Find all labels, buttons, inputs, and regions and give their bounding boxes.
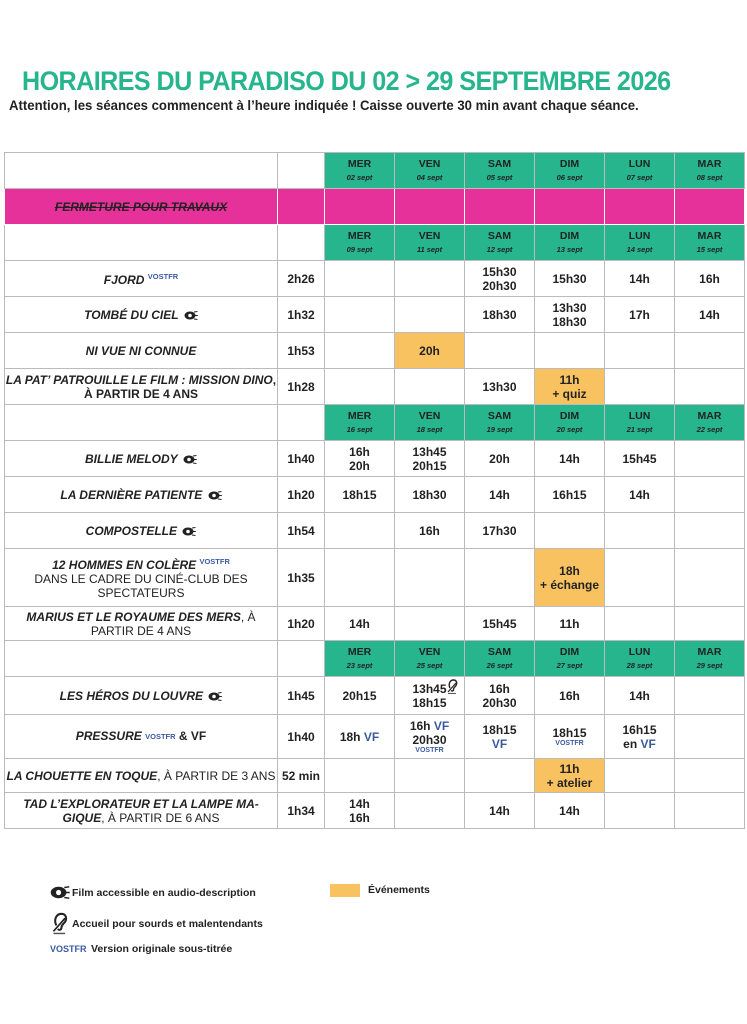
film-row: [5, 369, 745, 405]
schedule-table: [4, 152, 745, 829]
duration: 1h32: [278, 297, 325, 333]
day-header: SAM 12 sept: [465, 225, 535, 261]
audio-description-icon: [208, 692, 222, 701]
day-header: LUN 07 sept: [605, 153, 675, 189]
duration: 1h53: [278, 333, 325, 369]
showtime: 14h: [605, 677, 675, 715]
deaf-access-icon: [52, 912, 68, 936]
legend-vostfr-tag: VOSTFR: [50, 944, 87, 954]
film-row: [5, 677, 745, 715]
audio-description-icon: [184, 311, 198, 320]
film-title-cell: TOMBÉ DU CIEL: [5, 297, 278, 333]
deaf-access-icon: [447, 679, 458, 695]
duration: 1h45: [278, 677, 325, 715]
day-header: MER 09 sept: [325, 225, 395, 261]
showtime: 15h30 20h30: [465, 261, 535, 297]
audio-description-icon: [50, 886, 70, 899]
showtime: 18h15: [325, 477, 395, 513]
day-header: LUN 28 sept: [605, 641, 675, 677]
duration: 1h54: [278, 513, 325, 549]
duration: 1h28: [278, 369, 325, 405]
legend-deaf: Accueil pour sourds et malentendants: [72, 918, 263, 930]
showtime: 16h: [535, 677, 605, 715]
film-row: [5, 441, 745, 477]
audio-description-icon: [183, 455, 197, 464]
film-row: [5, 549, 745, 607]
showtime: 15h30: [535, 261, 605, 297]
day-header: DIM 27 sept: [535, 641, 605, 677]
film-row: [5, 261, 745, 297]
day-header: VEN 04 sept: [395, 153, 465, 189]
film-title-cell: 12 HOMMES EN COLÈRE $^{VOSTFR}$ DANS LE CADRE DU CINÉ-CLUB DES SPECTATEURS: [5, 549, 278, 607]
film-row: [5, 297, 745, 333]
event-showtime: 11h + quiz: [535, 369, 605, 405]
film-title-cell: FJORD $^{VOSTFR}$: [5, 261, 278, 297]
showtime: 18h15 VF: [465, 715, 535, 759]
showtime: 18h30: [395, 477, 465, 513]
day-header: DIM 06 sept: [535, 153, 605, 189]
day-header: LUN 21 sept: [605, 405, 675, 441]
day-header: VEN 11 sept: [395, 225, 465, 261]
day-header: MER 23 sept: [325, 641, 395, 677]
legend-events: Événements: [368, 884, 430, 896]
week-header: [5, 405, 745, 441]
showtime: 16h VF 20h30 VOSTFR: [395, 715, 465, 759]
showtime: 13h45 20h15: [395, 441, 465, 477]
showtime: 14h: [325, 607, 395, 641]
showtime: 18h15 VOSTFR: [535, 715, 605, 759]
duration: 1h40: [278, 441, 325, 477]
day-header: SAM 26 sept: [465, 641, 535, 677]
showtime: 14h 16h: [325, 793, 395, 829]
closure-label: FERMETURE POUR TRAVAUX: [5, 189, 278, 225]
week-header: [5, 641, 745, 677]
day-header: MER 02 sept: [325, 153, 395, 189]
day-header: VEN 18 sept: [395, 405, 465, 441]
showtime: 13h30: [465, 369, 535, 405]
legend-audio-description: Film accessible en audio-description: [72, 887, 256, 899]
film-row: [5, 793, 745, 829]
showtime: 16h15 en VF: [605, 715, 675, 759]
day-header: MAR 29 sept: [675, 641, 745, 677]
film-row: [5, 607, 745, 641]
day-header: SAM 05 sept: [465, 153, 535, 189]
duration: 2h26: [278, 261, 325, 297]
day-header: DIM 20 sept: [535, 405, 605, 441]
film-title-cell: LES HÉROS DU LOUVRE: [5, 677, 278, 715]
film-title-cell: TAD L’EXPLORATEUR ET LA LAMPE MA-GIQUE, À PARTIR DE 6 ANS: [5, 793, 278, 829]
week-header: [5, 225, 745, 261]
showtime: 14h: [605, 261, 675, 297]
showtime: 18h30: [465, 297, 535, 333]
showtime: 17h: [605, 297, 675, 333]
showtime: 11h: [535, 607, 605, 641]
vostfr-tag: VOSTFR: [147, 272, 179, 281]
event-showtime: 20h: [395, 333, 465, 369]
day-header: MAR 15 sept: [675, 225, 745, 261]
vostfr-tag: VOSTFR: [145, 731, 176, 741]
day-header: VEN 25 sept: [395, 641, 465, 677]
duration: 1h20: [278, 607, 325, 641]
showtime: 13h30 18h30: [535, 297, 605, 333]
film-title-cell: LA DERNIÈRE PATIENTE: [5, 477, 278, 513]
closure-row: [5, 189, 745, 225]
film-title-cell: COMPOSTELLE: [5, 513, 278, 549]
duration: 1h40: [278, 715, 325, 759]
showtime: 18h VF: [325, 715, 395, 759]
showtime: 15h45: [605, 441, 675, 477]
duration: 1h34: [278, 793, 325, 829]
week-header: [5, 153, 745, 189]
audio-description-icon: [208, 491, 222, 500]
day-header: MER 16 sept: [325, 405, 395, 441]
legend-vostfr: Version originale sous-titrée: [91, 943, 233, 955]
showtime: 16h15: [535, 477, 605, 513]
film-title-cell: NI VUE NI CONNUE: [5, 333, 278, 369]
audio-description-icon: [182, 527, 196, 536]
page-subtitle: Attention, les séances commencent à l’heure indiquée ! Caisse ouverte 30 min avant chaque séance.: [9, 97, 639, 113]
showtime: 16h: [395, 513, 465, 549]
film-title-cell: LA CHOUETTE EN TOQUE, À PARTIR DE 3 ANS: [5, 759, 278, 793]
vostfr-tag: VOSTFR: [199, 557, 230, 566]
showtime: 20h: [465, 441, 535, 477]
day-header: MAR 08 sept: [675, 153, 745, 189]
day-header: MAR 22 sept: [675, 405, 745, 441]
film-title-cell: BILLIE MELODY: [5, 441, 278, 477]
duration: 52 min: [278, 759, 325, 793]
showtime: 16h 20h30: [465, 677, 535, 715]
film-title-cell: LA PAT’ PATROUILLE LE FILM : MISSION DINO, À PARTIR DE 4 ANS: [5, 369, 278, 405]
showtime: 14h: [535, 441, 605, 477]
showtime: 14h: [675, 297, 745, 333]
day-header: SAM 19 sept: [465, 405, 535, 441]
showtime: 14h: [465, 477, 535, 513]
event-showtime: 11h + atelier: [535, 759, 605, 793]
film-row: [5, 715, 745, 759]
film-title-cell: MARIUS ET LE ROYAUME DES MERS, À PARTIR DE 4 ANS: [5, 607, 278, 641]
film-row: [5, 513, 745, 549]
showtime: 17h30: [465, 513, 535, 549]
duration: 1h35: [278, 549, 325, 607]
film-title-cell: PRESSURE VOSTFR & VF: [5, 715, 278, 759]
film-row: [5, 333, 745, 369]
page-title: HORAIRES DU PARADISO DU 02 > 29 SEPTEMBRE 2026: [22, 66, 671, 96]
showtime: 15h45: [465, 607, 535, 641]
film-row: [5, 477, 745, 513]
showtime: 20h15: [325, 677, 395, 715]
showtime: 16h 20h: [325, 441, 395, 477]
film-row: [5, 759, 745, 793]
showtime: 16h: [675, 261, 745, 297]
showtime: 14h: [465, 793, 535, 829]
showtime: 14h: [605, 477, 675, 513]
showtime: 14h: [535, 793, 605, 829]
event-showtime: 18h + échange: [535, 549, 605, 607]
duration: 1h20: [278, 477, 325, 513]
showtime: 13h45 18h15: [395, 677, 465, 715]
day-header: DIM 13 sept: [535, 225, 605, 261]
event-swatch: [330, 884, 360, 897]
day-header: LUN 14 sept: [605, 225, 675, 261]
